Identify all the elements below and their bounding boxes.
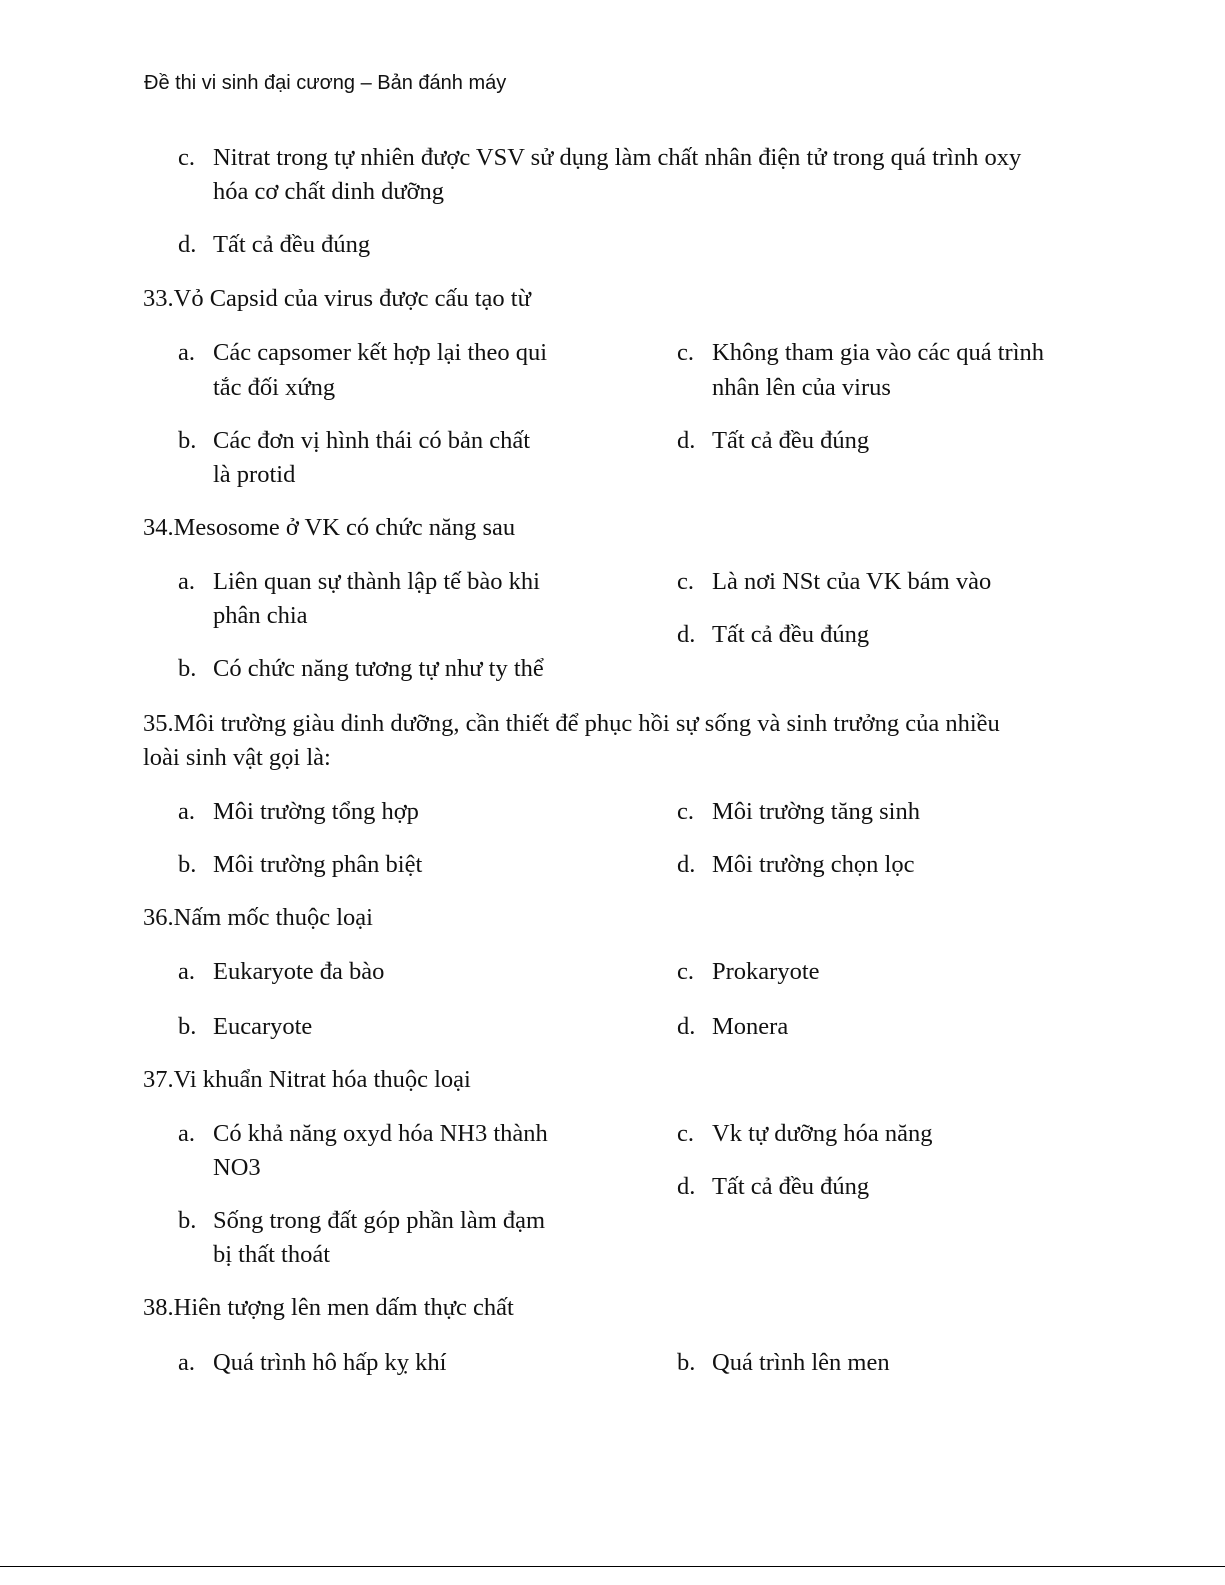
option-label: c. (677, 798, 694, 825)
option-label: b. (677, 1349, 696, 1376)
option-text-line2: là protid (213, 461, 296, 488)
option-text: Monera (712, 1013, 789, 1040)
option-text: Môi trường chọn lọc (712, 851, 915, 878)
option-text: Prokaryote (712, 958, 820, 985)
option-text-line2: nhân lên của virus (712, 374, 891, 401)
option-label: b. (178, 1013, 197, 1040)
option-label: b. (178, 655, 197, 682)
option-label: d. (677, 1013, 696, 1040)
option-label: b. (178, 427, 197, 454)
option-text: Quá trình hô hấp kỵ khí (213, 1349, 447, 1376)
q35-question-line2: loài sinh vật gọi là: (143, 744, 331, 771)
option-label: d. (677, 851, 696, 878)
option-text-line1: Có khả năng oxyd hóa NH3 thành (213, 1120, 548, 1147)
option-label: a. (178, 1349, 195, 1376)
option-label: c. (677, 339, 694, 366)
option-text: Là nơi NSt của VK bám vào (712, 568, 992, 595)
option-text: Tất cả đều đúng (712, 621, 870, 648)
option-text: Tất cả đều đúng (213, 231, 371, 258)
option-text-line1: Sống trong đất góp phần làm đạm (213, 1207, 546, 1234)
option-label: a. (178, 1120, 195, 1147)
option-text: Vk tự dưỡng hóa năng (712, 1120, 933, 1147)
option-text-line1: Nitrat trong tự nhiên được VSV sử dụng làm chất nhân điện tử trong quá trình oxy (213, 144, 1022, 171)
option-label: b. (178, 1207, 197, 1234)
option-label: b. (178, 851, 197, 878)
option-label: d. (677, 1173, 696, 1200)
option-text-line2: tắc đối xứng (213, 374, 336, 401)
option-label: c. (677, 958, 694, 985)
option-text: Có chức năng tương tự như ty thể (213, 655, 544, 682)
option-label: a. (178, 958, 195, 985)
option-text-line2: phân chia (213, 602, 308, 629)
q34-question: 34.Mesosome ở VK có chức năng sau (143, 514, 516, 541)
q36-question: 36.Nấm mốc thuộc loại (143, 904, 373, 931)
option-text: Môi trường tổng hợp (213, 798, 419, 825)
option-label: a. (178, 568, 195, 595)
option-text-line1: Các capsomer kết hợp lại theo qui (213, 339, 548, 366)
option-label: c. (677, 1120, 694, 1147)
option-text: Môi trường tăng sinh (712, 798, 920, 825)
option-text: Eukaryote đa bào (213, 958, 385, 985)
option-text-line2: hóa cơ chất dinh dưỡng (213, 178, 445, 205)
option-text-line1: Các đơn vị hình thái có bản chất (213, 427, 531, 454)
option-text: Eucaryote (213, 1013, 313, 1040)
option-label: c. (178, 144, 195, 171)
option-text-line1: Không tham gia vào các quá trình (712, 339, 1045, 366)
q33-question: 33.Vỏ Capsid của virus được cấu tạo từ (143, 285, 531, 312)
option-label: a. (178, 339, 195, 366)
option-label: d. (178, 231, 197, 258)
q35-question-line1: 35.Môi trường giàu dinh dưỡng, cần thiết để phục hồi sự sống và sinh trưởng của nhiều (143, 710, 1000, 737)
option-label: c. (677, 568, 694, 595)
option-text-line1: Liên quan sự thành lập tế bào khi (213, 568, 540, 595)
option-text-line2: NO3 (213, 1154, 261, 1181)
option-text-line2: bị thất thoát (213, 1241, 331, 1268)
option-text: Môi trường phân biệt (213, 851, 423, 878)
option-text: Tất cả đều đúng (712, 1173, 870, 1200)
option-label: d. (677, 621, 696, 648)
option-label: a. (178, 798, 195, 825)
page-bottom-divider (0, 1566, 1225, 1567)
page-header: Đề thi vi sinh đại cương – Bản đánh máy (144, 72, 507, 94)
q37-question: 37.Vi khuẩn Nitrat hóa thuộc loại (143, 1066, 471, 1093)
q38-question: 38.Hiên tượng lên men dấm thực chất (143, 1294, 514, 1321)
option-text: Tất cả đều đúng (712, 427, 870, 454)
option-text: Quá trình lên men (712, 1349, 890, 1376)
option-label: d. (677, 427, 696, 454)
